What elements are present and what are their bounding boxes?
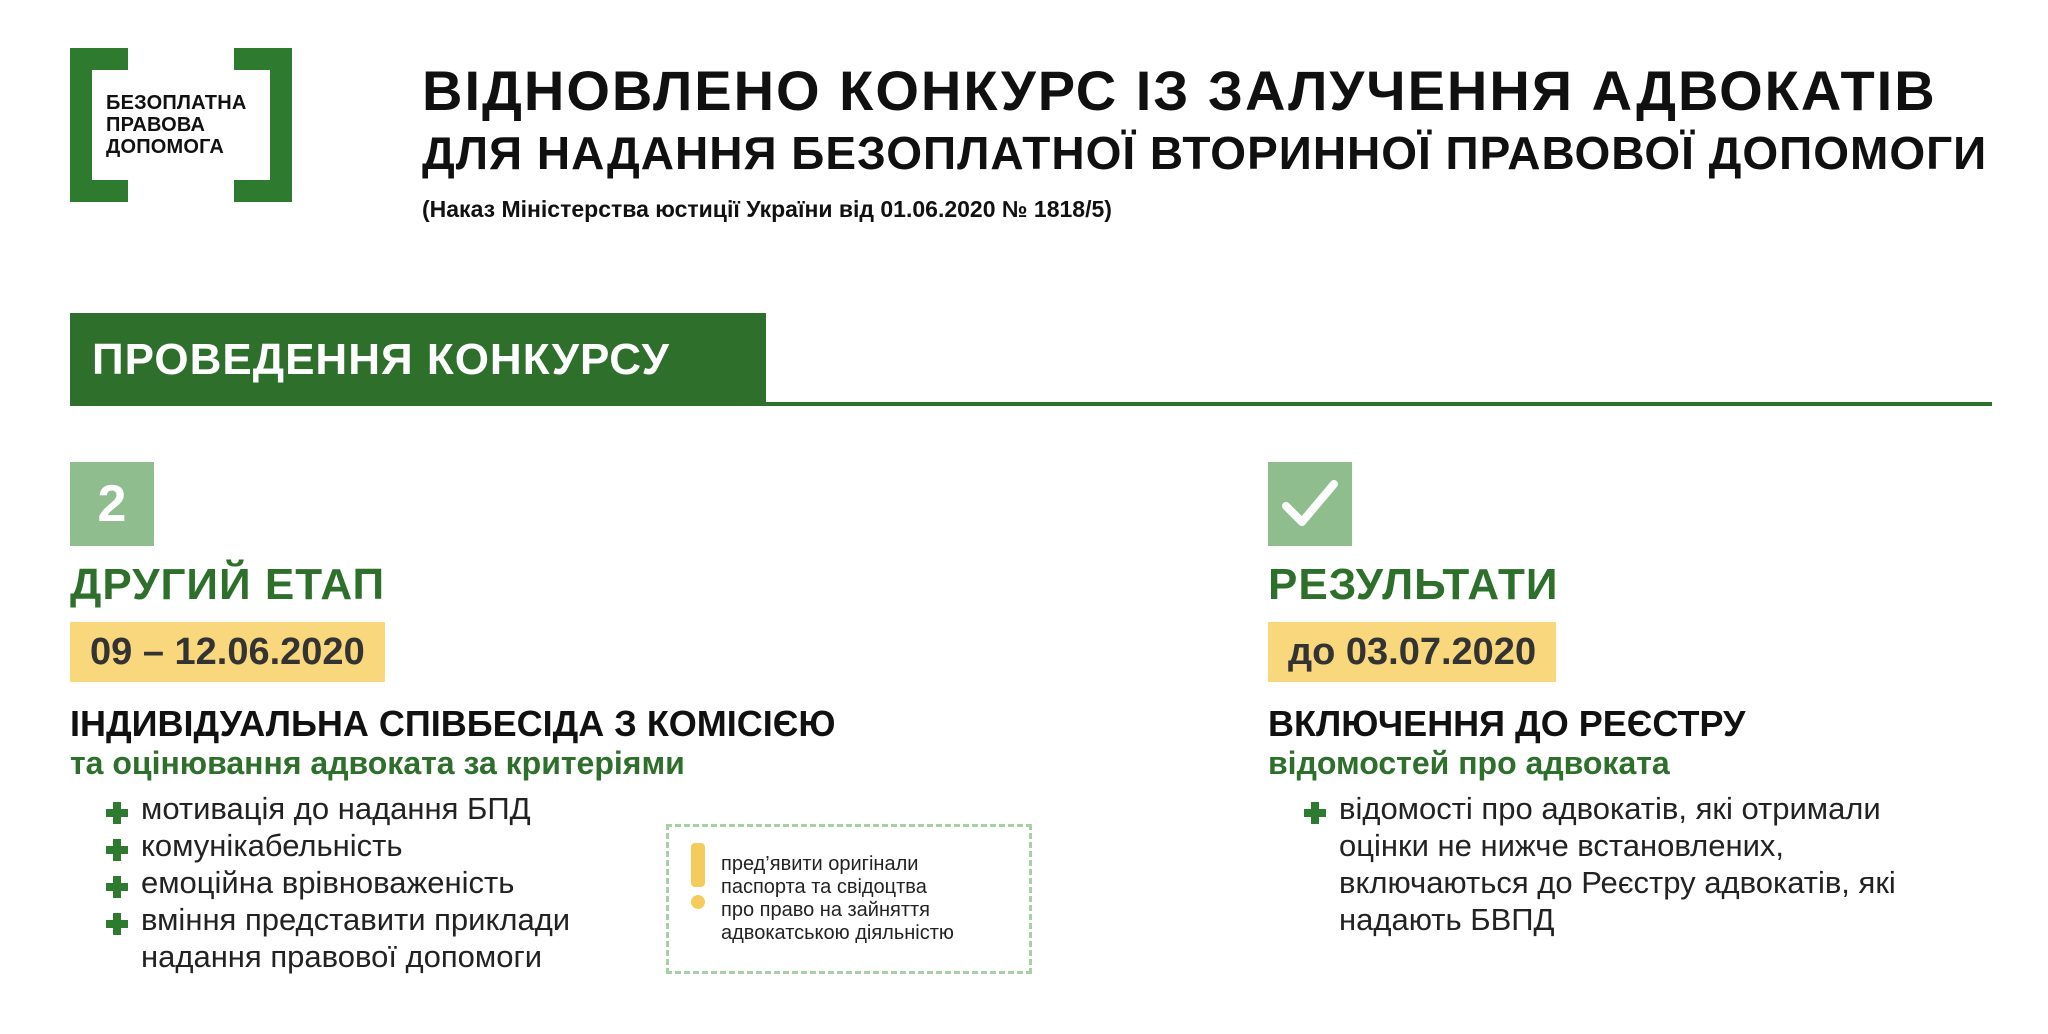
plus-icon bbox=[106, 802, 128, 824]
results-line: включаються до Реєстру адвокатів, які bbox=[1339, 865, 1896, 900]
plus-icon bbox=[106, 839, 128, 861]
list-item bbox=[106, 864, 570, 901]
results-line: надають БВПД bbox=[1339, 902, 1555, 937]
page-subtitle: (Наказ Міністерства юстиції України від 01.06.2020 № 1818/5) bbox=[422, 196, 1112, 222]
stage-date: 09 – 12.06.2020 bbox=[70, 622, 385, 682]
plus-icon bbox=[106, 913, 128, 935]
results-line: відомості про адвокатів, які отримали bbox=[1339, 791, 1881, 826]
logo-line: БЕЗОПЛАТНА bbox=[106, 92, 247, 114]
note-text bbox=[721, 853, 954, 945]
criteria-text: мотивація до надання БПД bbox=[141, 791, 531, 826]
section-banner bbox=[70, 313, 766, 405]
page-title-line2: ДЛЯ НАДАННЯ БЕЗОПЛАТНОЇ ВТОРИННОЇ ПРАВОВОЇ ДОПОМОГИ bbox=[422, 127, 1988, 179]
stage-title: ДРУГИЙ ЕТАП bbox=[70, 560, 386, 609]
stage-subheading: та оцінювання адвоката за критеріями bbox=[70, 745, 685, 781]
results-heading: ВКЛЮЧЕННЯ ДО РЕЄСТРУ bbox=[1268, 703, 1746, 744]
results-description bbox=[1304, 790, 1896, 938]
page-title: ВІДНОВЛЕНО КОНКУРС ІЗ ЗАЛУЧЕННЯ АДВОКАТІВ bbox=[422, 59, 1937, 122]
section-divider bbox=[70, 402, 1992, 406]
criteria-text: комунікабельність bbox=[141, 828, 403, 863]
section-title: ПРОВЕДЕННЯ КОНКУРСУ bbox=[92, 335, 670, 384]
logo-line: ПРАВОВА bbox=[106, 114, 206, 136]
logo-line: ДОПОМОГА bbox=[106, 136, 225, 158]
logo bbox=[70, 48, 292, 202]
plus-icon bbox=[106, 876, 128, 898]
plus-icon bbox=[1304, 802, 1326, 824]
results-subheading: відомостей про адвоката bbox=[1268, 745, 1670, 781]
criteria-list bbox=[106, 790, 570, 975]
criteria-text: емоційна врівноваженість bbox=[141, 865, 515, 900]
checkmark-icon bbox=[1268, 462, 1352, 546]
results-title: РЕЗУЛЬТАТИ bbox=[1268, 560, 1559, 609]
criteria-text: вміння представити приклади bbox=[141, 902, 571, 937]
stage-heading: ІНДИВІДУАЛЬНА СПІВБЕСІДА З КОМІСІЄЮ bbox=[70, 703, 836, 744]
note-line: пред’явити оригінали bbox=[721, 853, 919, 875]
step-number-badge: 2 bbox=[70, 462, 154, 546]
note-line: паспорта та свідоцтва bbox=[721, 876, 927, 898]
requirement-note bbox=[666, 824, 1032, 974]
list-item bbox=[106, 901, 570, 975]
criteria-text-cont: надання правової допомоги bbox=[141, 939, 543, 974]
list-item bbox=[106, 790, 570, 827]
list-item bbox=[106, 827, 570, 864]
results-date: до 03.07.2020 bbox=[1268, 622, 1556, 682]
exclamation-icon bbox=[687, 843, 709, 913]
note-line: про право на зайняття bbox=[721, 899, 931, 921]
logo-text bbox=[106, 92, 247, 158]
results-line: оцінки не нижче встановлених, bbox=[1339, 828, 1785, 863]
note-line: адвокатською діяльністю bbox=[721, 922, 954, 944]
